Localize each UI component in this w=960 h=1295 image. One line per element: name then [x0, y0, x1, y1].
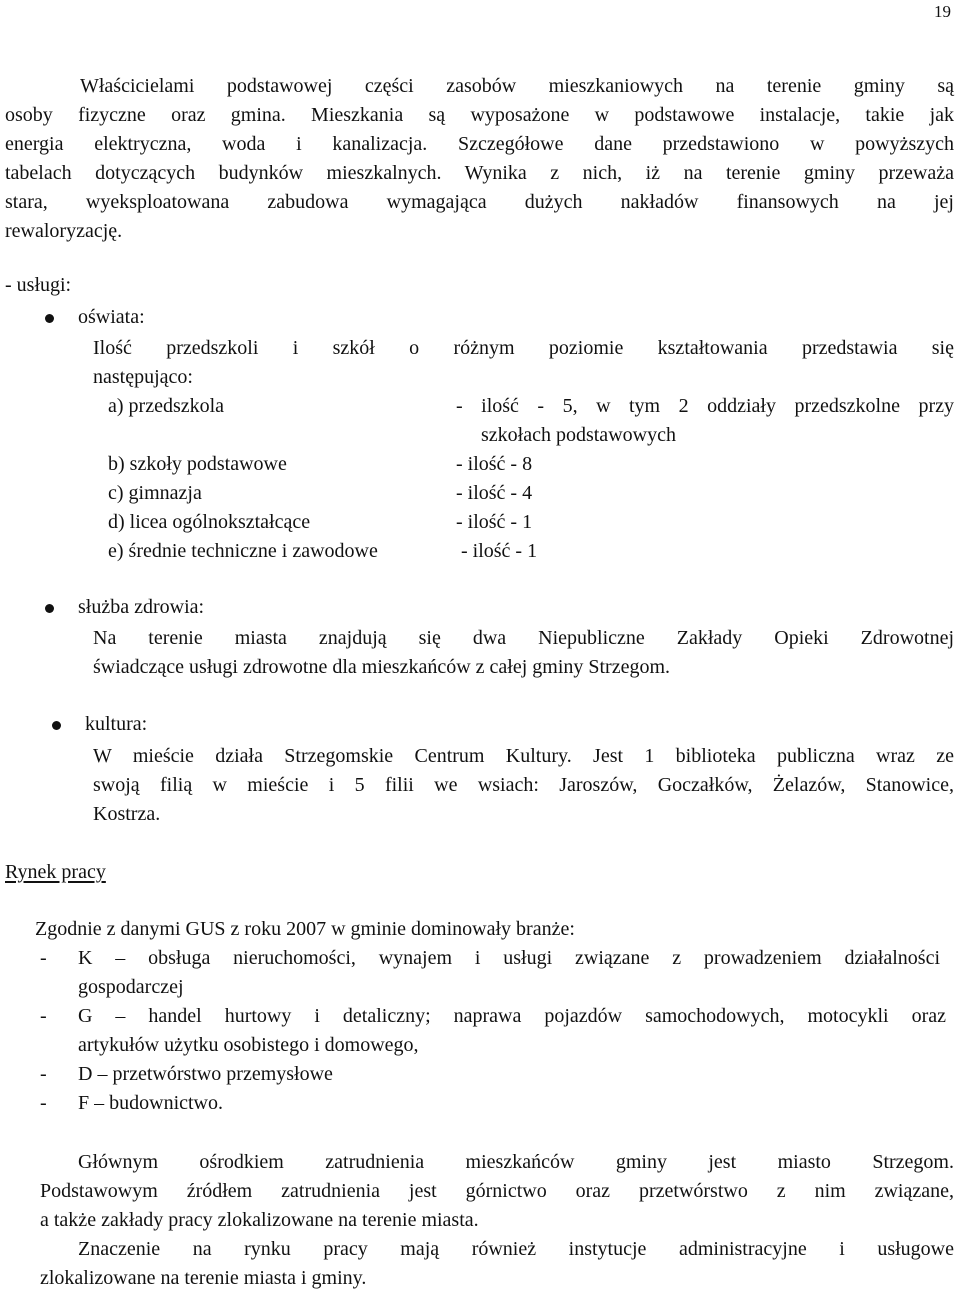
- education-item-name: e) średnie techniczne i zawodowe: [108, 540, 378, 562]
- bullet-icon: [52, 721, 61, 730]
- education-item-value: - ilość - 1: [456, 511, 533, 533]
- housing-line-4: tabelach dotyczących budynków mieszkalnych. Wynika z nich, iż na terenie gminy przeważa: [5, 162, 954, 184]
- list-dash: -: [40, 947, 47, 969]
- education-item-value: - ilość - 4: [456, 482, 533, 504]
- bullet-icon: [45, 314, 54, 323]
- bullet-icon: [45, 604, 54, 613]
- health-title: służba zdrowia:: [78, 596, 205, 618]
- branch-line-2: gospodarczej: [78, 976, 184, 998]
- education-title: oświata:: [78, 306, 145, 328]
- list-dash: -: [40, 1005, 47, 1027]
- education-item-value: - ilość - 8: [456, 453, 533, 475]
- branch-line-2: artykułów użytku osobistego i domowego,: [78, 1034, 419, 1056]
- housing-line-5: stara, wyeksploatowana zabudowa wymagająca dużych nakładów finansowych na jej: [5, 191, 954, 213]
- culture-line-2: swoją filią w mieście i 5 filii we wsiach: Jaroszów, Goczałków, Żelazów, Stanowice,: [93, 774, 954, 796]
- health-line-2: świadczące usługi zdrowotne dla mieszkańców z całej gminy Strzegom.: [93, 656, 671, 678]
- culture-line-1: W mieście działa Strzegomskie Centrum Kultury. Jest 1 biblioteka publiczna wraz ze: [93, 745, 954, 767]
- education-item-name: b) szkoły podstawowe: [108, 453, 287, 475]
- housing-line-6: rewaloryzację.: [5, 220, 123, 242]
- list-dash: -: [40, 1092, 47, 1114]
- gus-intro: Zgodnie z danymi GUS z roku 2007 w gminie dominowały branże:: [35, 918, 575, 940]
- housing-line-2: osoby fizyczne oraz gmina. Mieszkania są wyposażone w podstawowe instalacje, takie jak: [5, 104, 954, 126]
- education-item-value: - ilość - 1: [461, 540, 538, 562]
- education-item-name: c) gimnazja: [108, 482, 202, 504]
- education-item-name: d) licea ogólnokształcące: [108, 511, 311, 533]
- branch-line-1: G – handel hurtowy i detaliczny; naprawa pojazdów samochodowych, motocykli oraz: [78, 1005, 946, 1027]
- education-item-name: a) przedszkola: [108, 395, 225, 417]
- branch-line-1: K – obsługa nieruchomości, wynajem i usługi związane z prowadzeniem działalności: [78, 947, 940, 969]
- culture-title: kultura:: [85, 713, 148, 735]
- labor-heading: Rynek pracy: [5, 861, 106, 883]
- branch-line-1: F – budownictwo.: [78, 1092, 223, 1114]
- list-dash: -: [40, 1063, 47, 1085]
- services-heading: - usługi:: [5, 274, 72, 296]
- closing-line-2: Podstawowym źródłem zatrudnienia jest górnictwo oraz przetwórstwo z nim związane,: [40, 1180, 954, 1202]
- culture-line-3: Kostrza.: [93, 803, 161, 825]
- closing-line-5: zlokalizowane na terenie miasta i gminy.: [40, 1267, 367, 1289]
- closing-line-1: Głównym ośrodkiem zatrudnienia mieszkańców gminy jest miasto Strzegom.: [78, 1151, 954, 1173]
- closing-line-3: a także zakłady pracy zlokalizowane na terenie miasta.: [40, 1209, 479, 1231]
- education-item-value: - ilość - 5, w tym 2 oddziały przedszkolne przy: [456, 395, 954, 417]
- education-intro-line-2: następująco:: [93, 366, 193, 388]
- housing-line-3: energia elektryczna, woda i kanalizacja. Szczegółowe dane przedstawiono w powyższych: [5, 133, 954, 155]
- branch-line-1: D – przetwórstwo przemysłowe: [78, 1063, 333, 1085]
- education-intro-line-1: Ilość przedszkoli i szkół o różnym poziomie kształtowania przedstawia się: [93, 337, 954, 359]
- education-item-value-cont: szkołach podstawowych: [481, 424, 676, 446]
- housing-line-1: Właścicielami podstawowej części zasobów mieszkaniowych na terenie gminy są: [80, 75, 954, 97]
- closing-line-4: Znaczenie na rynku pracy mają również instytucje administracyjne i usługowe: [78, 1238, 954, 1260]
- health-line-1: Na terenie miasta znajdują się dwa Niepubliczne Zakłady Opieki Zdrowotnej: [93, 627, 954, 649]
- page-number: 19: [934, 2, 951, 21]
